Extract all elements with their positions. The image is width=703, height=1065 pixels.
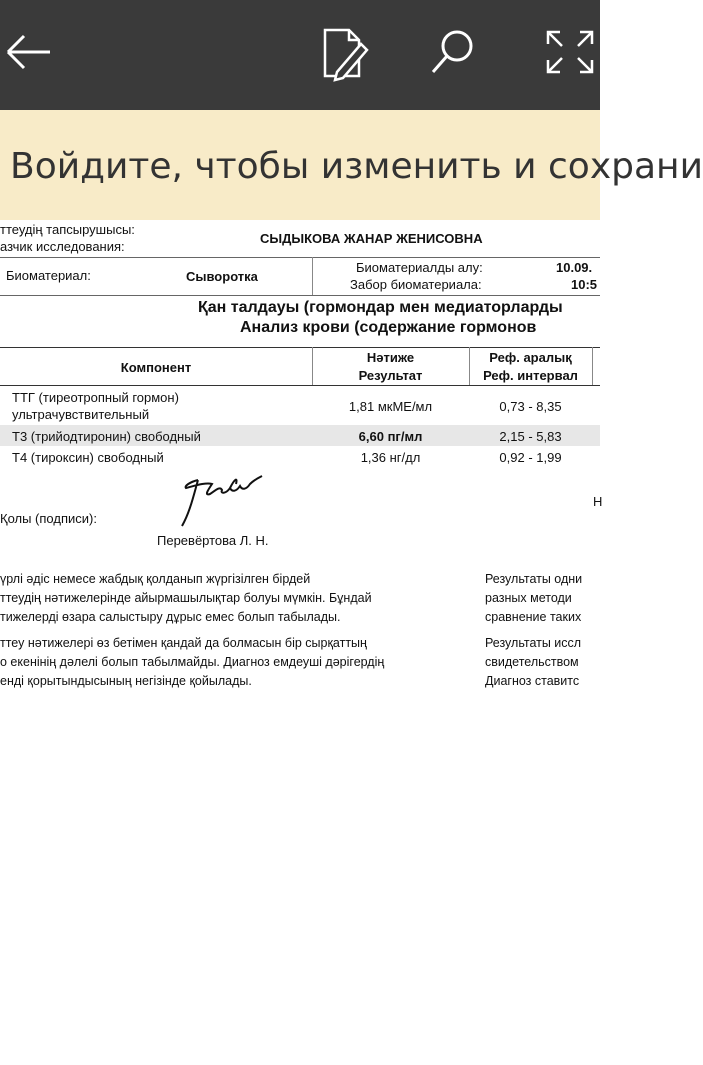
title-ru: Анализ крови (содержание гормонов bbox=[240, 319, 537, 336]
note-line: о екенінің дәлелі болып табылмайды. Диагноз емдеуші дәрігердің bbox=[0, 655, 385, 669]
header-result-kz: Нәтиже bbox=[366, 350, 415, 365]
ref-interval: 0,92 - 1,99 bbox=[499, 450, 562, 465]
edge-text: Н bbox=[593, 494, 603, 509]
note-line: Результаты одни bbox=[485, 572, 583, 586]
banner-text: Войдите, чтобы изменить и сохрани bbox=[10, 146, 703, 187]
divider bbox=[592, 347, 593, 385]
requester-label-kz: ттеудің тапсырушысы: bbox=[0, 222, 135, 237]
note-line: Диагноз ставитс bbox=[485, 674, 580, 688]
note-line: ттеудің нәтижелерінде айырмашылықтар болуы мүмкін. Бұндай bbox=[0, 591, 372, 605]
divider bbox=[312, 257, 313, 295]
component-name: ультрачувствительный bbox=[12, 407, 150, 422]
note-line: ттеу нәтижелері өз бетімен қандай да болмасын бір сырқаттың bbox=[0, 636, 367, 650]
result-value: 1,36 нг/дл bbox=[360, 450, 421, 465]
edit-document-icon bbox=[315, 26, 375, 86]
table-top-border bbox=[0, 347, 600, 348]
divider bbox=[0, 295, 600, 296]
back-button[interactable] bbox=[0, 26, 60, 86]
biomaterial-value: Сыворотка bbox=[186, 269, 258, 284]
result-value: 1,81 мкМЕ/мл bbox=[348, 399, 433, 414]
table-header-border bbox=[0, 385, 600, 386]
biomaterial-label: Биоматериал: bbox=[6, 268, 91, 283]
collect-time: 10:5 bbox=[571, 277, 598, 292]
note-line: енді қорытындысының негізінде қойылады. bbox=[0, 674, 252, 688]
note-line: Результаты иссл bbox=[485, 636, 582, 650]
sign-in-banner[interactable] bbox=[0, 110, 703, 220]
ref-interval: 2,15 - 5,83 bbox=[499, 429, 562, 444]
collect-label-kz: Биоматериалды алу: bbox=[356, 260, 483, 275]
header-ref-ru: Реф. интервал bbox=[483, 368, 578, 383]
note-line: сравнение таких bbox=[485, 610, 582, 624]
requester-name: СЫДЫКОВА ЖАНАР ЖЕНИСОВНА bbox=[260, 231, 483, 246]
collect-date: 10.09. bbox=[556, 260, 593, 275]
header-ref-kz: Реф. аралық bbox=[489, 350, 572, 365]
note-line: разных методи bbox=[485, 591, 572, 605]
note-kz bbox=[0, 570, 384, 691]
note-line: свидетельством bbox=[485, 655, 579, 669]
requester-label-ru: азчик исследования: bbox=[0, 239, 125, 254]
fullscreen-button[interactable] bbox=[540, 26, 600, 86]
search-icon bbox=[425, 26, 485, 86]
note-line: тижелерді өзара салыстыру дұрыс емес болып табылады. bbox=[0, 610, 341, 624]
document-page bbox=[0, 220, 603, 1065]
signature-image bbox=[172, 472, 272, 532]
signature-label: Қолы (подписи): bbox=[0, 511, 97, 526]
edit-button[interactable] bbox=[315, 26, 375, 86]
divider bbox=[0, 257, 600, 258]
header-result-ru: Результат bbox=[358, 368, 423, 383]
expand-icon bbox=[540, 26, 600, 86]
header-component: Компонент bbox=[120, 360, 192, 375]
component-name: Т4 (тироксин) свободный bbox=[12, 450, 164, 465]
signer-name: Перевёртова Л. Н. bbox=[157, 533, 269, 548]
search-button[interactable] bbox=[425, 26, 485, 86]
note-line: үрлі әдіс немесе жабдық қолданып жүргізілген бірдей bbox=[0, 572, 311, 586]
collect-label-ru: Забор биоматериала: bbox=[350, 277, 482, 292]
result-value: 6,60 пг/мл bbox=[358, 429, 423, 444]
arrow-left-icon bbox=[0, 26, 60, 86]
component-name: ТТГ (тиреотропный гормон) bbox=[12, 390, 179, 405]
component-name: Т3 (трийодтиронин) свободный bbox=[12, 429, 201, 444]
ref-interval: 0,73 - 8,35 bbox=[499, 399, 562, 414]
title-kz: Қан талдауы (гормондар мен медиаторларды bbox=[198, 299, 563, 316]
note-ru bbox=[485, 570, 582, 691]
app-toolbar bbox=[0, 0, 600, 110]
